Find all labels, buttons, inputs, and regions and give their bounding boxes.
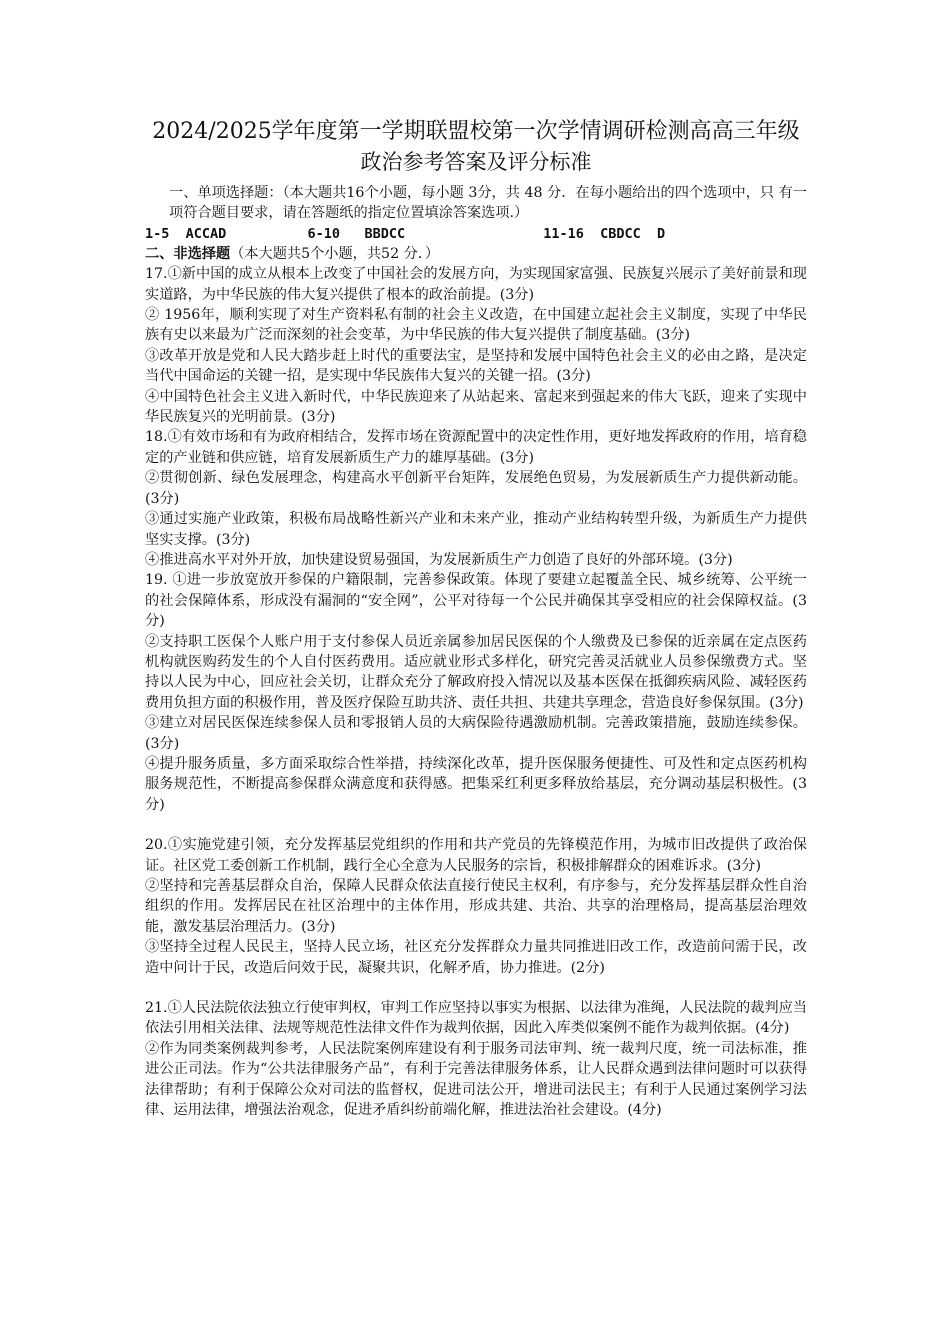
spacer <box>145 978 807 998</box>
q19-point-3: ③建立对居民医保连续参保人员和零报销人员的大病保险待遇激励机制。完善政策措施，鼓励连续参保。(3分) <box>145 715 807 752</box>
q17-point-3: ③改革开放是党和人民大踏步赶上时代的重要法宝，是坚持和发展中国特色社会主义的必由之路，是决定当代中国命运的关键一招，是实现中华民族伟大复兴的关键一招。(3分) <box>145 347 807 385</box>
spacer <box>145 815 807 835</box>
q18-point-1: 18.①有效市场和有为政府相结合，发挥市场在资源配置中的决定性作用，更好地发挥政府的作用，培育稳定的产业链和供应链，培育发展新质生产力的雄厚基础。(3分) <box>145 429 807 466</box>
q18-point-2: ②贯彻创新、绿色发展理念，构建高水平创新平台矩阵，发展绝色贸易，为发展新质生产力提供新动能。(3分) <box>145 470 807 507</box>
q19-point-4: ④提升服务质量，多方面采取综合性举措，持续深化改革，提升医保服务便捷性、可及性和定点医药机构服务规范性，不断提高参保群众满意度和获得感。把集采红利更多释放给基层，充分调动基层积极性。(3分) <box>145 755 807 813</box>
part1-heading: 一、单项选择题：（本大题共16个小题，每小题 3分，共 48 分．在每小题给出的四个选项中，只 有一项符合题目要求，请在答题纸的指定位置填涂答案选项.） <box>169 185 807 222</box>
document-body <box>145 117 807 1120</box>
question-20 <box>145 835 807 978</box>
question-17 <box>145 264 807 427</box>
document-subtitle: 政治参考答案及评分标准 <box>360 150 592 174</box>
question-21 <box>145 998 807 1120</box>
part1-answers: 1-5 ACCAD 6-10 BBDCC 11-16 CBDCC D <box>145 225 666 242</box>
question-19 <box>145 570 807 815</box>
q21-point-1: 21.①人民法院依法独立行使审判权，审判工作应坚持以事实为根据、以法律为准绳，人民法院的裁判应当依法引用相关法律、法规等规范性法律文件作为裁判依据，因此入库类似案例不能作为裁判依据。(4分) <box>145 1000 807 1037</box>
q17-point-1: 17.①新中国的成立从根本上改变了中国社会的发展方向，为实现国家富强、民族复兴展示了美好前景和现实道路，为中华民族的伟大复兴提供了根本的政治前提。(3分) <box>145 266 807 303</box>
q18-point-4: ④推进高水平对外开放，加快建设贸易强国，为发展新质生产力创造了良好的外部环境。(3分) <box>145 551 733 568</box>
q19-point-2: ②支持职工医保个人账户用于支付参保人员近亲属参加居民医保的个人缴费及已参保的近亲属在定点医药机构就医购药发生的个人自付医药费用。适应就业形式多样化，研究完善灵活就业人员参保缴费方式。坚持以人民为中心，回应社会关切，让群众充分了解政府投入情况以及基本医保在抵御疾病风险、减轻医药费用负担方面的积极作用，普及医疗保险互助共济、责任共担、共建共享理念，营造良好参保氛围。(3分) <box>145 633 807 711</box>
document-title: 2024/2025学年度第一学期联盟校第一次学情调研检测高高三年级 <box>152 119 800 144</box>
q18-point-3: ③通过实施产业政策，积极布局战略性新兴产业和未来产业，推动产业结构转型升级，为新质生产力提供坚实支撑。(3分) <box>145 511 807 548</box>
q17-point-2: ② 1956年，顺利实现了对生产资料私有制的社会主义改造，在中国建立起社会主义制度，实现了中华民族有史以来最为广泛而深刻的社会变革，为中华民族的伟大复兴提供了制度基础。(3分) <box>145 307 807 344</box>
q21-point-2: ②作为同类案例裁判参考，人民法院案例库建设有利于服务司法审判、统一裁判尺度，统一司法标准，推进公正司法。作为“公共法律服务产品”，有利于完善法律服务体系，让人民群众遇到法律问题时可以获得法律帮助；有利于保障公众对司法的监督权，促进司法公开，增进司法民主；有利于人民通过案例学习法律、运用法律，增强法治观念，促进矛盾纠纷前端化解，推进法治社会建设。(4分) <box>145 1040 807 1119</box>
question-18 <box>145 427 807 570</box>
q17-point-4: ④中国特色社会主义进入新时代，中华民族迎来了从站起来、富起来到强起来的伟大飞跃，迎来了实现中华民族复兴的光明前景。(3分) <box>145 388 807 426</box>
q20-point-3: ③坚持全过程人民民主，坚持人民立场，社区充分发挥群众力量共同推进旧改工作，改造前问需于民，改造中问计于民，改造后问效于民，凝聚共识，化解矛盾，协力推进。(2分) <box>145 939 807 976</box>
q20-point-1: 20.①实施党建引领，充分发挥基层党组织的作用和共产党员的先锋模范作用，为城市旧改提供了政治保证。社区党工委创新工作机制，践行全心全意为人民服务的宗旨，积极排解群众的困难诉求。(3分) <box>145 837 807 874</box>
q20-point-2: ②坚持和完善基层群众自治，保障人民群众依法直接行使民主权利，有序参与，充分发挥基层群众性自治组织的作用。发挥居民在社区治理中的主体作用，形成共建、共治、共享的治理格局，提高基层治理效能，激发基层治理活力。(3分) <box>145 878 807 935</box>
q19-point-1: 19. ①进一步放宽放开参保的户籍限制，完善参保政策。体现了要建立起覆盖全民、城乡统筹、公平统一的社会保障体系，形成没有漏洞的“安全网”，公平对待每一个公民并确保其享受相应的社会保障权益。(3分) <box>145 572 807 630</box>
part2-heading-line <box>145 244 807 264</box>
part2-heading: 二、非选择题 <box>145 245 231 262</box>
part2-heading-note: （本大题共5个小题，共52 分．） <box>230 245 440 262</box>
